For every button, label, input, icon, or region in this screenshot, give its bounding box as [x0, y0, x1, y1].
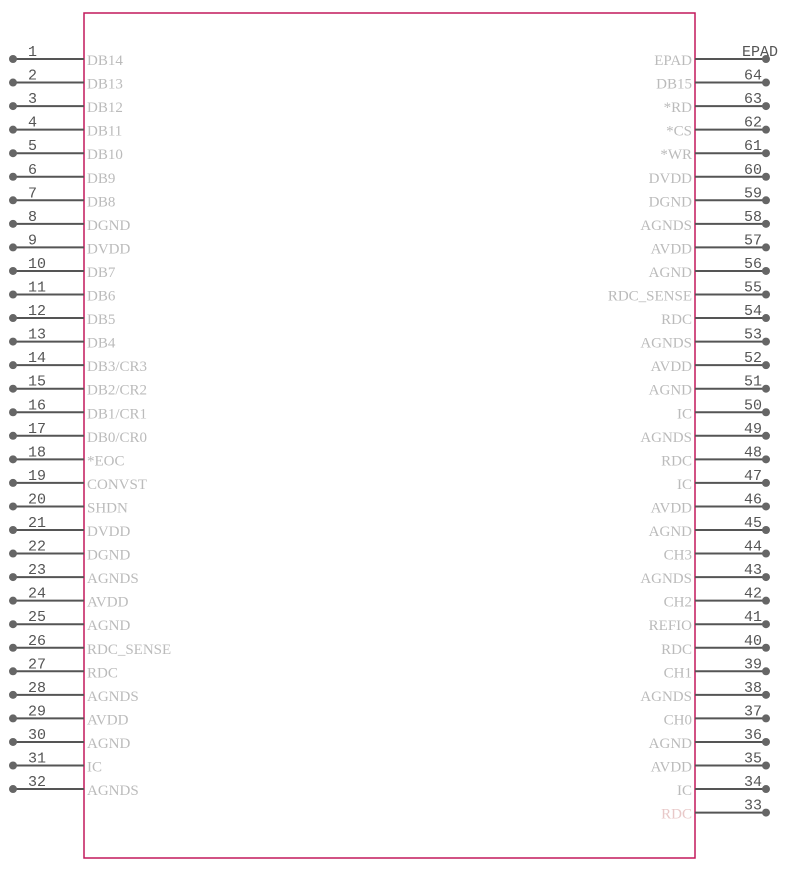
- pin-terminal-dot: [9, 573, 17, 581]
- pin-name: DVDD: [87, 524, 131, 540]
- pin-number: 40: [743, 632, 762, 650]
- pin-terminal-dot: [9, 55, 17, 63]
- pin-name: AGND: [648, 382, 692, 399]
- pin-terminal-dot: [9, 597, 17, 605]
- pin-name: *EOC: [87, 453, 125, 470]
- pin-terminal-dot: [762, 762, 770, 770]
- pin-number: 1: [28, 44, 38, 61]
- pin-name: AVDD: [650, 759, 692, 776]
- pin-terminal-dot: [9, 408, 17, 416]
- pin-terminal-dot: [9, 738, 17, 746]
- pin-terminal-dot: [9, 361, 17, 369]
- pin-number: 24: [28, 585, 47, 603]
- pin-name: DB1/CR1: [87, 406, 148, 423]
- pin-number: 49: [743, 420, 762, 438]
- pin-number: 31: [28, 750, 47, 768]
- pin-name: CH2: [663, 594, 692, 611]
- pin-number: 36: [743, 726, 762, 744]
- pin-name: RDC: [661, 806, 692, 823]
- pin-number: 54: [743, 303, 762, 321]
- pin-number: 21: [28, 515, 47, 532]
- pin-number: 22: [28, 538, 47, 556]
- pin-name: DVDD: [87, 241, 131, 258]
- pin-number: 53: [743, 326, 762, 344]
- pin-terminal-dot: [762, 338, 770, 346]
- pin-number: 18: [28, 444, 47, 462]
- pin-terminal-dot: [762, 291, 770, 299]
- pin-name: IC: [677, 783, 692, 800]
- pin-number: 37: [743, 703, 762, 721]
- pin-name: DB8: [87, 194, 116, 211]
- pin-number: 14: [28, 350, 47, 368]
- pin-name: AGNDS: [87, 783, 139, 800]
- pin-terminal-dot: [9, 267, 17, 275]
- pin-name: DGND: [87, 217, 131, 234]
- pin-name: DB4: [87, 335, 116, 352]
- pin-name: DB13: [87, 76, 123, 93]
- pin-name: REFIO: [648, 618, 692, 635]
- pin-number: 9: [28, 232, 38, 250]
- pin-number: 42: [743, 585, 762, 603]
- pin-name: AVDD: [650, 500, 692, 517]
- pin-terminal-dot: [762, 479, 770, 487]
- pin-number: 16: [28, 397, 47, 415]
- pin-terminal-dot: [9, 550, 17, 558]
- pin-number: EPAD: [742, 44, 779, 61]
- pin-number: 5: [28, 138, 38, 156]
- pin-terminal-dot: [9, 785, 17, 793]
- pin-number: 48: [743, 444, 762, 462]
- pin-terminal-dot: [762, 620, 770, 628]
- pin-number: 23: [28, 562, 47, 580]
- pin-number: 38: [743, 679, 762, 697]
- pin-name: DB11: [87, 123, 123, 140]
- pin-name: CONVST: [87, 476, 148, 493]
- pin-number: 2: [28, 67, 38, 85]
- pin-terminal-dot: [762, 644, 770, 652]
- pin-name: AGNDS: [87, 571, 139, 588]
- pin-name: CH1: [663, 665, 692, 682]
- pin-terminal-dot: [762, 173, 770, 181]
- pin-name: AGNDS: [640, 335, 692, 352]
- pin-terminal-dot: [9, 149, 17, 157]
- pin-name: DB5: [87, 312, 116, 329]
- pin-terminal-dot: [9, 644, 17, 652]
- pin-name: AVDD: [650, 241, 692, 258]
- pin-terminal-dot: [9, 479, 17, 487]
- pin-terminal-dot: [762, 455, 770, 463]
- pin-number: 30: [28, 726, 47, 744]
- pin-terminal-dot: [9, 196, 17, 204]
- pin-number: 58: [743, 208, 762, 226]
- pin-number: 34: [743, 774, 762, 792]
- pin-terminal-dot: [9, 620, 17, 628]
- pin-terminal-dot: [9, 385, 17, 393]
- pin-number: 57: [743, 232, 762, 250]
- pin-terminal-dot: [9, 79, 17, 87]
- pin-terminal-dot: [762, 220, 770, 228]
- pin-terminal-dot: [9, 338, 17, 346]
- pin-number: 10: [28, 255, 47, 273]
- pin-name: AGNDS: [640, 217, 692, 234]
- pin-name: AGND: [648, 264, 692, 281]
- pin-name: RDC: [661, 312, 692, 329]
- pin-name: AGNDS: [640, 688, 692, 705]
- pin-number: 15: [28, 373, 47, 391]
- pin-number: 43: [743, 562, 762, 580]
- pin-number: 64: [743, 67, 762, 85]
- pin-name: RDC_SENSE: [607, 288, 692, 305]
- pin-terminal-dot: [9, 714, 17, 722]
- pin-name: AGND: [87, 735, 131, 752]
- pin-terminal-dot: [762, 597, 770, 605]
- pin-name: *WR: [660, 147, 692, 164]
- pin-terminal-dot: [762, 691, 770, 699]
- pin-terminal-dot: [9, 526, 17, 534]
- pin-number: 28: [28, 679, 47, 697]
- pin-terminal-dot: [762, 809, 770, 817]
- pin-terminal-dot: [762, 267, 770, 275]
- pin-number: 11: [28, 279, 47, 297]
- pin-number: 4: [28, 114, 38, 132]
- pin-number: 50: [743, 397, 762, 415]
- pin-name: CH3: [663, 547, 692, 564]
- pin-name: DB15: [656, 76, 692, 93]
- pin-number: 27: [28, 656, 47, 674]
- pin-name: SHDN: [87, 500, 128, 517]
- pin-name: *CS: [666, 123, 692, 140]
- pin-number: 20: [28, 491, 47, 509]
- pin-number: 63: [743, 91, 762, 109]
- pin-terminal-dot: [9, 314, 17, 322]
- pin-terminal-dot: [9, 432, 17, 440]
- pin-terminal-dot: [9, 502, 17, 510]
- pin-name: AGND: [87, 618, 131, 635]
- pin-name: DB0/CR0: [87, 429, 148, 446]
- pin-number: 12: [28, 303, 47, 321]
- pin-terminal-dot: [762, 785, 770, 793]
- pin-name: RDC_SENSE: [87, 641, 172, 658]
- pin-number: 6: [28, 161, 38, 179]
- pin-terminal-dot: [762, 126, 770, 134]
- pin-terminal-dot: [762, 79, 770, 87]
- pin-number: 8: [28, 208, 38, 226]
- pin-terminal-dot: [762, 149, 770, 157]
- pin-name: DB12: [87, 100, 123, 117]
- pin-name: RDC: [87, 665, 118, 682]
- pin-name: DGND: [648, 194, 692, 211]
- pin-name: EPAD: [654, 53, 692, 69]
- pin-terminal-dot: [762, 361, 770, 369]
- pin-terminal-dot: [762, 432, 770, 440]
- pin-terminal-dot: [762, 714, 770, 722]
- pin-name: RDC: [661, 453, 692, 470]
- pin-terminal-dot: [762, 314, 770, 322]
- pin-number: 51: [743, 373, 762, 391]
- pin-name: RDC: [661, 641, 692, 658]
- pin-terminal-dot: [9, 102, 17, 110]
- pin-number: 32: [28, 774, 47, 792]
- pin-number: 59: [743, 185, 762, 203]
- pin-number: 13: [28, 326, 47, 344]
- pin-name: CH0: [663, 712, 692, 729]
- pin-terminal-dot: [9, 691, 17, 699]
- pin-terminal-dot: [762, 408, 770, 416]
- pin-number: 35: [743, 750, 762, 768]
- pin-name: DB2/CR2: [87, 382, 148, 399]
- pin-name: DGND: [87, 547, 131, 564]
- pin-terminal-dot: [762, 526, 770, 534]
- pin-name: IC: [677, 406, 692, 423]
- pin-terminal-dot: [9, 291, 17, 299]
- pin-name: DVDD: [648, 170, 692, 187]
- pin-name: AGNDS: [640, 429, 692, 446]
- pin-terminal-dot: [762, 502, 770, 510]
- pin-name: DB14: [87, 53, 123, 69]
- pin-terminal-dot: [9, 126, 17, 134]
- pin-name: AGND: [648, 735, 692, 752]
- pin-number: 56: [743, 255, 762, 273]
- component-body: [84, 13, 695, 858]
- pin-number: 19: [28, 467, 47, 485]
- pin-number: 55: [743, 279, 762, 297]
- pin-name: IC: [677, 476, 692, 493]
- pin-number: 25: [28, 609, 47, 627]
- pin-number: 3: [28, 91, 38, 109]
- pin-number: 7: [28, 185, 38, 203]
- pin-terminal-dot: [762, 667, 770, 675]
- pin-number: 17: [28, 420, 47, 438]
- pin-number: 44: [743, 538, 762, 556]
- pin-name: IC: [87, 759, 102, 776]
- pin-number: 52: [743, 350, 762, 368]
- pin-number: 46: [743, 491, 762, 509]
- pin-terminal-dot: [9, 667, 17, 675]
- pin-number: 41: [743, 609, 762, 627]
- pin-terminal-dot: [762, 385, 770, 393]
- pin-name: DB9: [87, 170, 116, 187]
- pin-number: 61: [743, 138, 762, 156]
- pin-name: AVDD: [87, 594, 129, 611]
- pin-terminal-dot: [762, 102, 770, 110]
- pin-name: AVDD: [87, 712, 129, 729]
- pin-number: 47: [743, 467, 762, 485]
- pin-number: 29: [28, 703, 47, 721]
- pin-terminal-dot: [9, 220, 17, 228]
- pin-terminal-dot: [9, 762, 17, 770]
- pin-terminal-dot: [9, 243, 17, 251]
- pin-name: DB7: [87, 264, 116, 281]
- pin-number: 60: [743, 161, 762, 179]
- pin-number: 39: [743, 656, 762, 674]
- pin-number: 45: [743, 515, 762, 532]
- pin-terminal-dot: [9, 455, 17, 463]
- pin-name: *RD: [663, 100, 692, 117]
- pin-name: AGNDS: [87, 688, 139, 705]
- pin-terminal-dot: [9, 173, 17, 181]
- pin-number: 26: [28, 632, 47, 650]
- pin-name: AGND: [648, 524, 692, 540]
- pin-terminal-dot: [762, 738, 770, 746]
- pin-terminal-dot: [762, 573, 770, 581]
- pin-number: 62: [743, 114, 762, 132]
- pin-number: 33: [743, 797, 762, 815]
- pin-name: DB6: [87, 288, 116, 305]
- pin-name: AGNDS: [640, 571, 692, 588]
- pin-terminal-dot: [762, 196, 770, 204]
- pin-name: DB3/CR3: [87, 359, 148, 376]
- pin-terminal-dot: [762, 243, 770, 251]
- pin-name: DB10: [87, 147, 123, 164]
- pin-name: AVDD: [650, 359, 692, 376]
- pin-terminal-dot: [762, 550, 770, 558]
